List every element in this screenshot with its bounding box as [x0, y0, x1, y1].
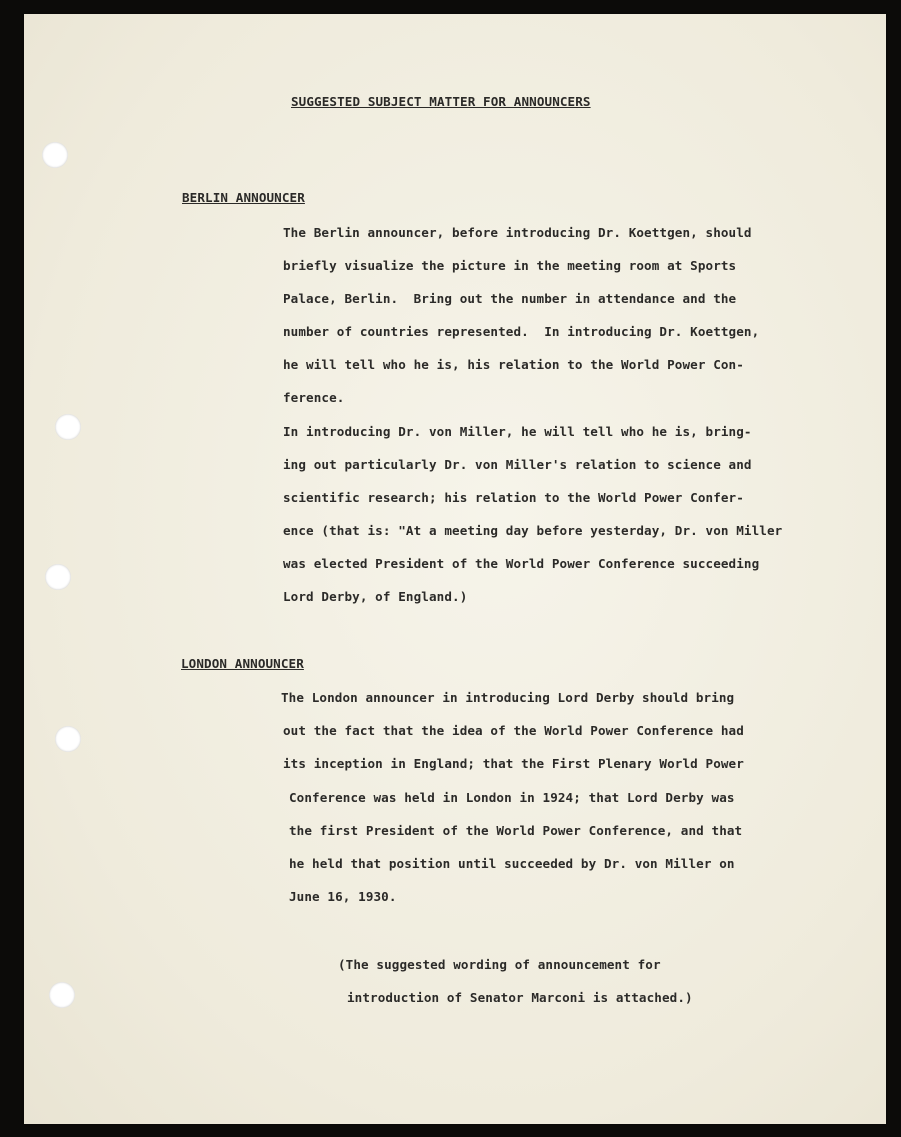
berlin-paragraph-line: was elected President of the World Power Conference succeeding — [283, 556, 760, 571]
london-paragraph-line: Conference was held in London in 1924; that Lord Derby was — [289, 790, 735, 805]
london-paragraph-line: out the fact that the idea of the World Power Conference had — [283, 723, 744, 738]
punch-hole — [55, 726, 81, 752]
closing-note-line: (The suggested wording of announcement for — [338, 957, 661, 972]
punch-hole — [42, 142, 68, 168]
berlin-paragraph-line: In introducing Dr. von Miller, he will tell who he is, bring- — [283, 424, 752, 439]
london-paragraph-line: its inception in England; that the First Plenary World Power — [283, 756, 744, 771]
berlin-paragraph-line: briefly visualize the picture in the meeting room at Sports — [283, 258, 737, 273]
london-paragraph-line: The London announcer in introducing Lord Derby should bring — [281, 690, 735, 705]
section-heading-berlin: BERLIN ANNOUNCER — [182, 190, 305, 205]
punch-hole — [49, 982, 75, 1008]
london-paragraph-line: June 16, 1930. — [289, 889, 397, 904]
london-paragraph-line: he held that position until succeeded by Dr. von Miller on — [289, 856, 735, 871]
berlin-paragraph-line: scientific research; his relation to the World Power Confer- — [283, 490, 744, 505]
berlin-paragraph-line: ference. — [283, 390, 345, 405]
berlin-paragraph-line: Lord Derby, of England.) — [283, 589, 468, 604]
berlin-paragraph-line: ing out particularly Dr. von Miller's relation to science and — [283, 457, 752, 472]
page-title: SUGGESTED SUBJECT MATTER FOR ANNOUNCERS — [291, 94, 591, 109]
punch-hole — [55, 414, 81, 440]
closing-note-line: introduction of Senator Marconi is attached.) — [347, 990, 693, 1005]
punch-hole — [45, 564, 71, 590]
berlin-paragraph-line: he will tell who he is, his relation to the World Power Con- — [283, 357, 744, 372]
berlin-paragraph-line: The Berlin announcer, before introducing Dr. Koettgen, should — [283, 225, 752, 240]
section-heading-london: LONDON ANNOUNCER — [181, 656, 304, 671]
london-paragraph-line: the first President of the World Power Conference, and that — [289, 823, 743, 838]
berlin-paragraph-line: Palace, Berlin. Bring out the number in attendance and the — [283, 291, 737, 306]
berlin-paragraph-line: number of countries represented. In introducing Dr. Koettgen, — [283, 324, 760, 339]
berlin-paragraph-line: ence (that is: "At a meeting day before yesterday, Dr. von Miller — [283, 523, 783, 538]
